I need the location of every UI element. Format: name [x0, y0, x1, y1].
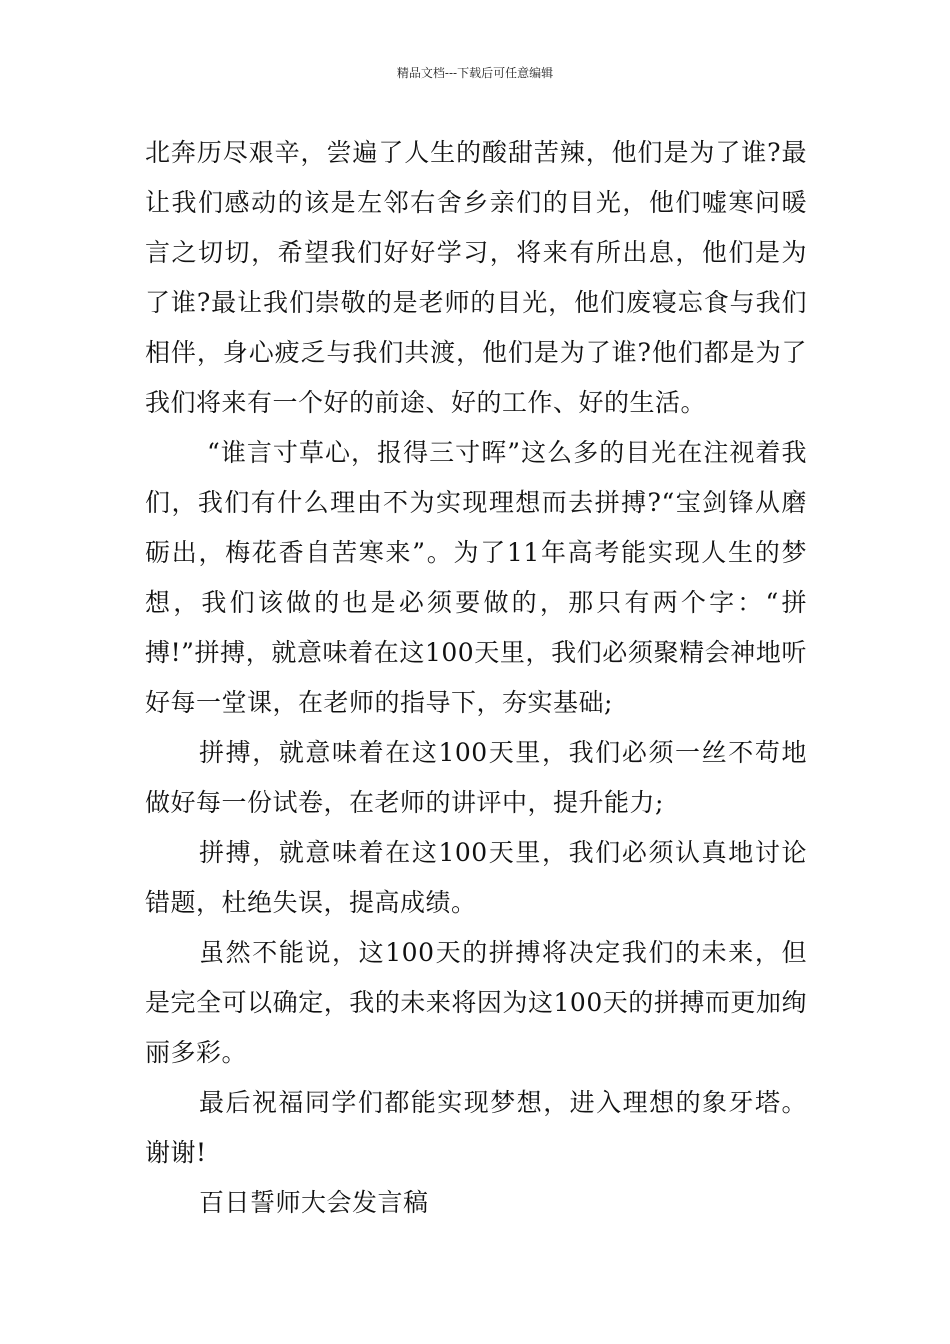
- document-body: [145, 128, 807, 1228]
- paragraph-5: 虽然不能说，这100天的拼搏将决定我们的未来，但是完全可以确定，我的未来将因为这100天的拼搏而更加绚丽多彩。: [145, 938, 807, 1067]
- paragraph-4: 拼搏，就意味着在这100天里，我们必须认真地讨论错题，杜绝失误，提高成绩。: [145, 838, 807, 917]
- paragraph-3: 拼搏，就意味着在这100天里，我们必须一丝不苟地做好每一份试卷，在老师的讲评中，提升能力;: [145, 738, 807, 817]
- paragraph-1: 北奔历尽艰辛，尝遍了人生的酸甜苦辣，他们是为了谁?最让我们感动的该是左邻右舍乡亲们的目光，他们嘘寒问暖言之切切，希望我们好好学习，将来有所出息，他们是为了谁?最让我们崇敬的是老师的目光，他们废寝忘食与我们相伴，身心疲乏与我们共渡，他们是为了谁?他们都是为了我们将来有一个好的前途、好的工作、好的生活。: [145, 138, 807, 417]
- paragraph-6: 最后祝福同学们都能实现梦想，进入理想的象牙塔。谢谢!: [145, 1088, 807, 1167]
- paragraph-2: “谁言寸草心，报得三寸晖”这么多的目光在注视着我们，我们有什么理由不为实现理想而去拼搏?“宝剑锋从磨砺出，梅花香自苦寒来”。为了11年高考能实现人生的梦想，我们该做的也是必须要做的，那只有两个字：“拼搏!”拼搏，就意味着在这100天里，我们必须聚精会神地听好每一堂课，在老师的指导下，夯实基础;: [145, 438, 807, 717]
- section-title: 百日誓师大会发言稿: [199, 1188, 429, 1217]
- page-header: 精品文档---下载后可任意编辑: [396, 66, 554, 80]
